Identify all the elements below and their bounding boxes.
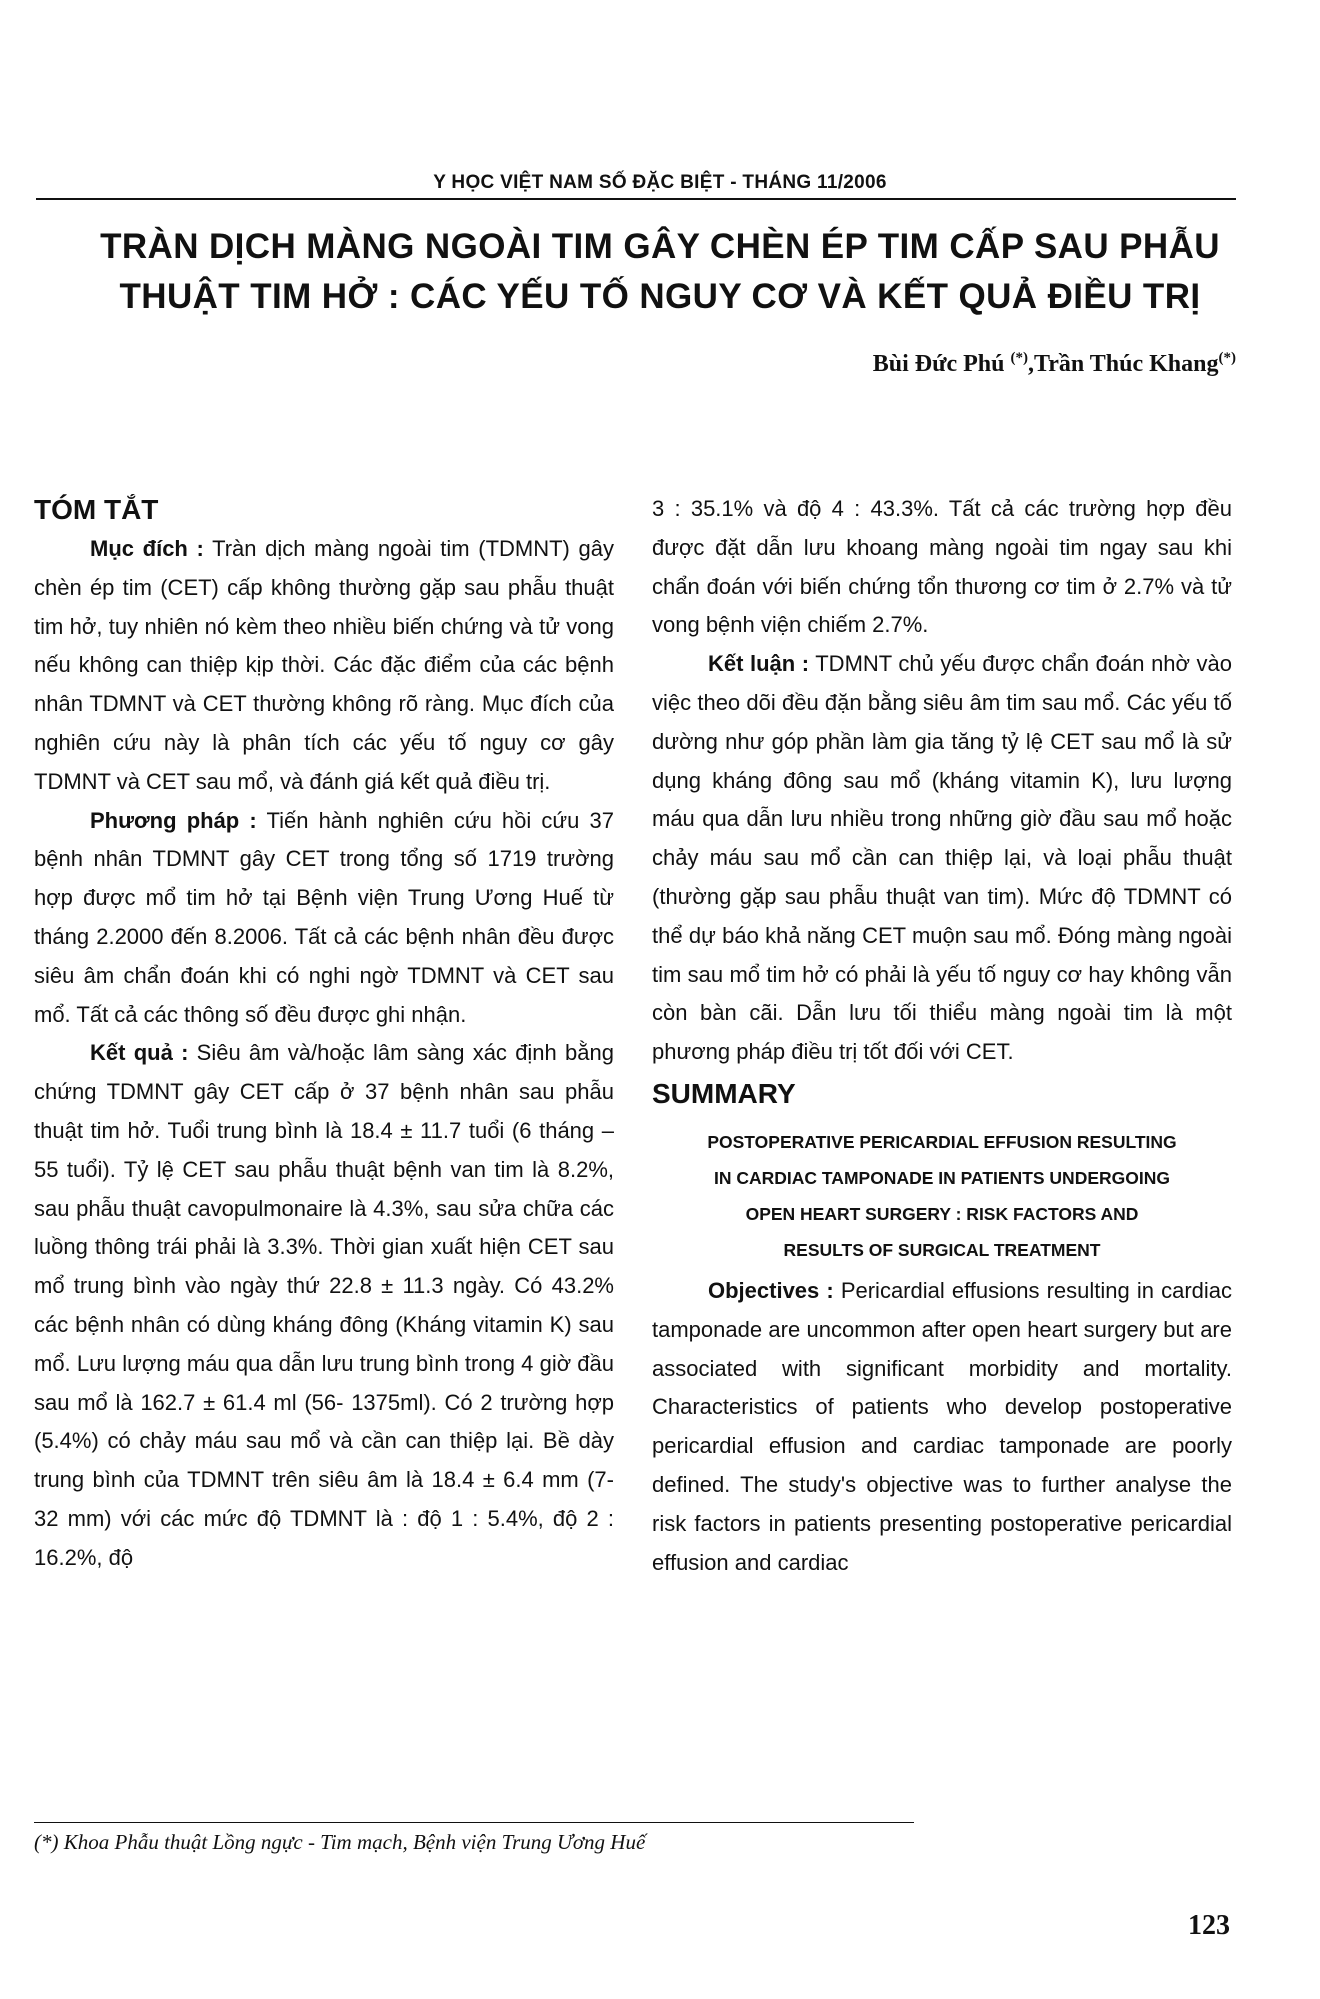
english-title-line-2: IN CARDIAC TAMPONADE IN PATIENTS UNDERGOING bbox=[714, 1167, 1170, 1188]
journal-header: Y HỌC VIỆT NAM SỐ ĐẶC BIỆT - THÁNG 11/2006 bbox=[433, 172, 887, 193]
footnote: (*) Khoa Phẫu thuật Lồng ngực - Tim mạch, Bệnh viện Trung Ương Huế bbox=[34, 1830, 646, 1854]
paper-title bbox=[60, 222, 1260, 322]
abstract-heading: TÓM TẮT bbox=[34, 494, 159, 525]
paper-title-line-2: THUẬT TIM HỞ : CÁC YẾU TỐ NGUY CƠ VÀ KẾT QUẢ ĐIỀU TRỊ bbox=[119, 277, 1201, 316]
conclusion-label: Kết luận : bbox=[708, 651, 810, 677]
objectives-paragraph bbox=[652, 1272, 1232, 1582]
author-1-mark: (*) bbox=[1010, 350, 1028, 366]
objective-paragraph bbox=[34, 530, 614, 802]
objectives-text: Pericardial effusions resulting in cardiac tamponade are uncommon after open heart surgery but are associated with significant morbidity and mortality. Characteristics of patients who develop postoperative pericardial effusion and cardiac tamponade are poorly defined. The study's objective was to further analyse the risk factors in patients presenting postoperative pericardial effusion and cardiac bbox=[652, 1277, 1233, 1575]
page-number: 123 bbox=[1188, 1910, 1230, 1941]
method-text: Tiến hành nghiên cứu hồi cứu 37 bệnh nhân TDMNT gây CET trong tổng số 1719 trường hợp được mổ tim hở tại Bệnh viện Trung Ương Huế từ tháng 2.2000 đến 8.2006. Tất cả các bệnh nhân đều được siêu âm chẩn đoán khi có nghi ngờ TDMNT và CET sau mổ. Tất cả các thông số đều được ghi nhận. bbox=[34, 807, 614, 1027]
left-column bbox=[34, 490, 614, 1578]
method-label: Phương pháp : bbox=[90, 807, 257, 833]
result-continuation: 3 : 35.1% và độ 4 : 43.3%. Tất cả các trường hợp đều được đặt dẫn lưu khoang màng ngoài tim ngay sau khi chẩn đoán với biến chứng tổn thương cơ tim ở 2.7% và tử vong bệnh viện chiếm 2.7%. bbox=[652, 496, 1232, 638]
author-2: ,Trần Thúc Khang bbox=[1027, 351, 1219, 377]
conclusion-paragraph bbox=[652, 645, 1232, 1072]
result-text: Siêu âm và/hoặc lâm sàng xác định bằng chứng TDMNT gây CET cấp ở 37 bệnh nhân sau phẫu thuật tim hở. Tuổi trung bình là 18.4 ± 11.7 tuổi (6 tháng – 55 tuổi). Tỷ lệ CET sau phẫu thuật bệnh van tim là 8.2%, sau phẫu thuật cavopulmonaire là 4.3%, sau sửa chữa các luồng thông trái phải là 3.3%. Thời gian xuất hiện CET sau mổ trung bình vào ngày thứ 22.8 ± 11.3 ngày. Có 43.2% các bệnh nhân có dùng kháng đông (Kháng vitamin K) sau mổ. Lưu lượng máu qua dẫn lưu trung bình trong 4 giờ đầu sau mổ là 162.7 ± 61.4 ml (56- 1375ml). Có 2 trường hợp (5.4%) có chảy máu sau mổ và cần can thiệp lại. Bề dày trung bình của TDMNT trên siêu âm là 18.4 ± 6.4 mm (7- 32 mm) với các mức độ TDMNT là : độ 1 : 5.4%, độ 2 : 16.2%, độ bbox=[34, 1040, 614, 1570]
objective-text: Tràn dịch màng ngoài tim (TDMNT) gây chèn ép tim (CET) cấp không thường gặp sau phẫu thuật tim hở, tuy nhiên nó kèm theo nhiều biến chứng và tử vong nếu không can thiệp kịp thời. Các đặc điểm của các bệnh nhân TDMNT và CET thường không rõ ràng. Mục đích của nghiên cứu này là phân tích các yếu tố nguy cơ gây TDMNT và CET sau mổ, và đánh giá kết quả điều trị. bbox=[34, 536, 614, 794]
right-column bbox=[652, 490, 1232, 1582]
english-title-line-1: POSTOPERATIVE PERICARDIAL EFFUSION RESULTING bbox=[707, 1131, 1177, 1152]
header-rule bbox=[36, 198, 1236, 200]
conclusion-text: TDMNT chủ yếu được chẩn đoán nhờ vào việc theo dõi đều đặn bằng siêu âm tim sau mổ. Các yếu tố dường như góp phần làm gia tăng tỷ lệ CET sau mổ là sử dụng kháng đông sau mổ (kháng vitamin K), lưu lượng máu qua dẫn lưu nhiều trong những giờ đầu sau mổ hoặc chảy máu sau mổ cần can thiệp lại, và loại phẫu thuật (thường gặp sau phẫu thuật van tim). Mức độ TDMNT có thể dự báo khả năng CET muộn sau mổ. Đóng màng ngoài tim sau mổ tim hở có phải là yếu tố nguy cơ hay không vẫn còn bàn cãi. Dẫn lưu tối thiểu màng ngoài tim là một phương pháp điều trị tốt đối với CET. bbox=[652, 651, 1232, 1065]
english-title bbox=[652, 1124, 1232, 1268]
author-1: Bùi Đức Phú bbox=[872, 351, 1005, 377]
objectives-label: Objectives : bbox=[708, 1277, 834, 1303]
method-paragraph bbox=[34, 802, 614, 1035]
author-2-mark: (*) bbox=[1218, 350, 1236, 366]
result-paragraph bbox=[34, 1034, 614, 1577]
english-title-line-3: OPEN HEART SURGERY : RISK FACTORS AND bbox=[745, 1203, 1139, 1224]
footnote-rule bbox=[34, 1822, 914, 1823]
objective-label: Mục đích : bbox=[90, 536, 204, 561]
authors bbox=[873, 350, 1236, 378]
summary-heading: SUMMARY bbox=[652, 1077, 796, 1109]
english-title-line-4: RESULTS OF SURGICAL TREATMENT bbox=[783, 1239, 1101, 1260]
result-label: Kết quả : bbox=[90, 1040, 189, 1066]
paper-title-line-1: TRÀN DỊCH MÀNG NGOÀI TIM GÂY CHÈN ÉP TIM CẤP SAU PHẪU bbox=[100, 227, 1220, 266]
